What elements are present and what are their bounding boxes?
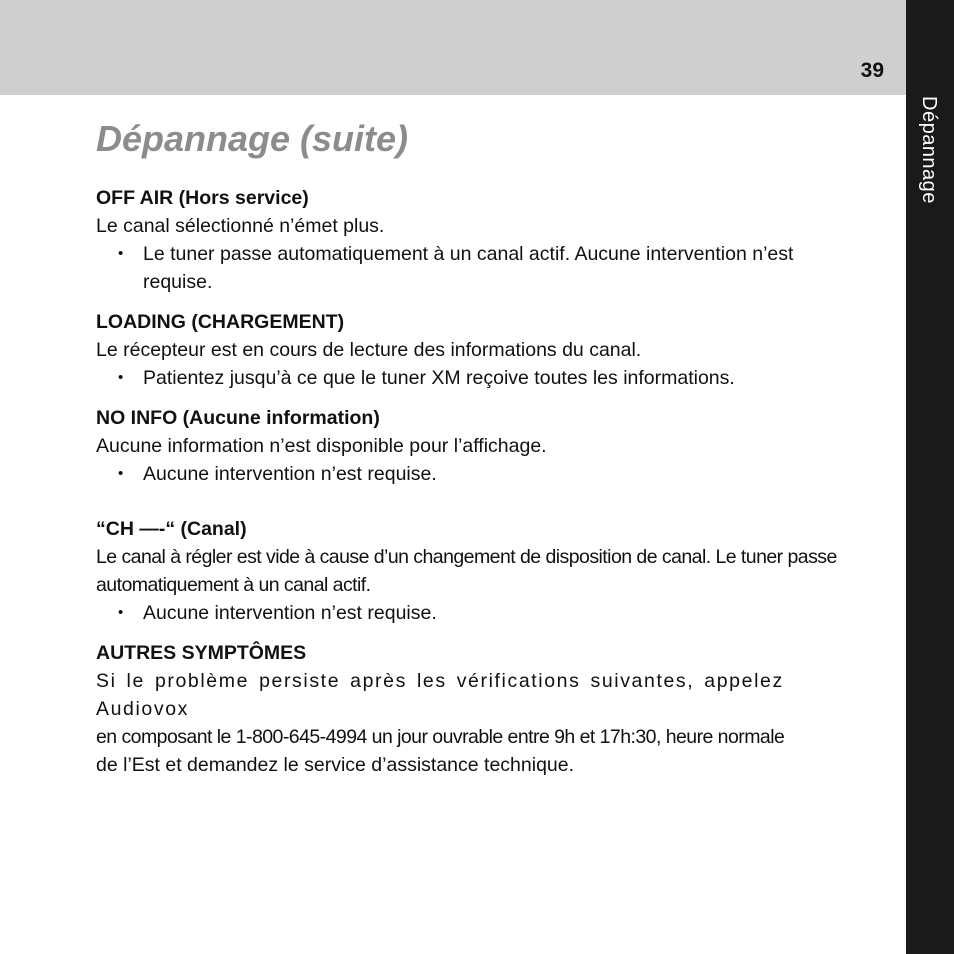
bullet-list [96,364,860,392]
bullet-item: • Patientez jusqu’à ce que le tuner XM reçoive toutes les informations. [143,364,860,392]
page-number: 39 [860,59,884,82]
section-loading [96,308,860,392]
section-text: Le canal sélectionné n’émet plus. [96,215,385,237]
section-text: Aucune information n’est disponible pour l’affichage. [96,435,547,457]
section-autres [96,639,860,779]
section-text: Le récepteur est en cours de lecture des informations du canal. [96,339,642,361]
section-text-line: de l’Est et demandez le service d’assistance technique. [96,754,575,776]
bullet-item: • Aucune intervention n’est requise. [143,460,860,488]
section-heading: LOADING (CHARGEMENT) [96,311,345,333]
section-off-air [96,184,860,296]
side-tab-label: Dépannage [918,96,940,204]
section-heading: NO INFO (Aucune information) [96,407,380,429]
bullet-list [96,599,860,627]
content [96,184,860,779]
bullet-item: • Le tuner passe automatiquement à un canal actif. Aucune intervention n’est requise. [143,240,860,296]
section-heading: “CH —-“ (Canal) [96,518,247,540]
section-ch [96,515,860,627]
bullet-list [96,240,860,296]
section-heading: OFF AIR (Hors service) [96,187,309,209]
section-heading: AUTRES SYMPTÔMES [96,642,307,664]
bullet-item: • Aucune intervention n’est requise. [143,599,860,627]
page-title: Dépannage (suite) [96,118,409,159]
header-band [0,0,906,95]
bullet-list [96,460,860,488]
section-text-line: en composant le 1-800-645-4994 un jour ouvrable entre 9h et 17h:30, heure normale [96,726,785,748]
section-no-info [96,404,860,488]
section-text-line: Si le problème persiste après les vérifications suivantes, appelez Audiovox [96,670,784,720]
section-text: Le canal à régler est vide à cause d’un changement de disposition de canal. Le tuner passe automatiquement à un canal actif. [96,546,837,596]
